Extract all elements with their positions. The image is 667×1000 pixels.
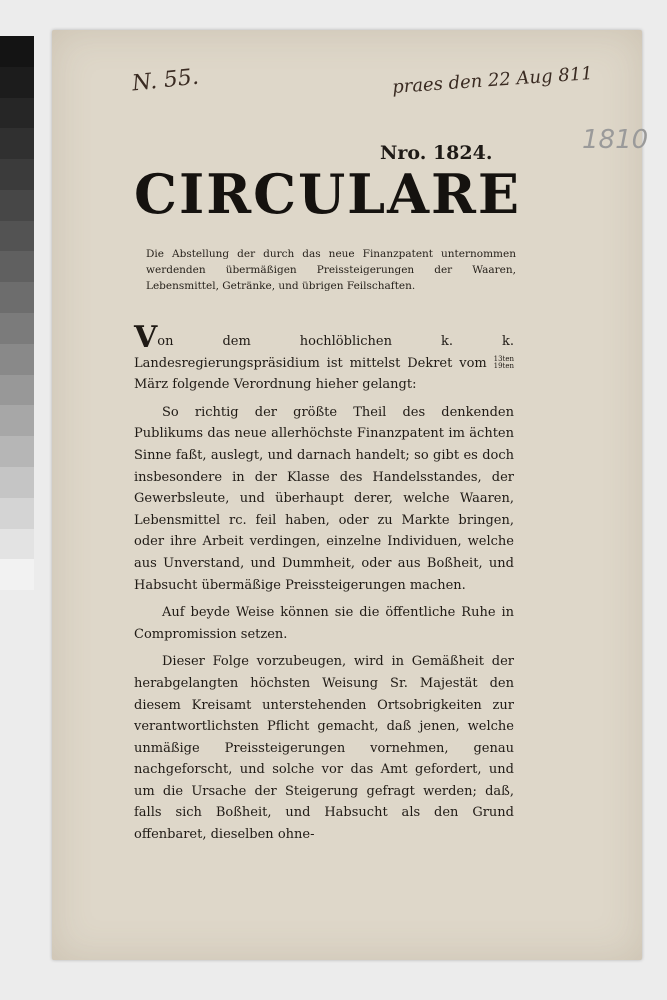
calibration-patch <box>0 282 34 313</box>
document-body <box>134 320 514 852</box>
calibration-patch <box>0 128 34 159</box>
document-subject: Die Abstellung der durch das neue Finanzpatent unternommen werdenden übermäßigen Preissteigerungen der Waaren, Lebensmittel, Getränke, und übrigen Feilschaften. <box>146 248 516 292</box>
paragraph-intro-text-b: März folgende Verordnung hieher gelangt: <box>134 377 417 393</box>
calibration-patch <box>0 559 34 590</box>
paragraph-intro-text-a: on dem hochlöblichen k. k. Landesregierungspräsidium ist mittelst Dekret vom <box>134 334 514 371</box>
document-title: CIRCULARE <box>134 162 522 226</box>
calibration-patch <box>0 436 34 467</box>
calibration-patch <box>0 159 34 190</box>
paragraph-4: Dieser Folge vorzubeugen, wird in Gemäßheit der herabgelangten höchsten Weisung Sr. Majestät den diesem Kreisamt unterstehenden Ortsobrigkeiten zur verantwortlichsten Pflicht gemacht, daß jenen, welche unmäßige Preissteigerungen vornehmen, genau nachgeforscht, und solche vor das Amt gefordert, und um die Ursache der Steigerung gefragt werden; daß, falls sich Boßheit, und Habsucht als den Grund offenbaret, dieselben ohne- <box>134 654 514 843</box>
calibration-patch <box>0 498 34 529</box>
calibration-patch <box>0 344 34 375</box>
calibration-patch <box>0 67 34 98</box>
color-calibration-strip <box>0 36 34 590</box>
date-fraction-top: 13ten <box>493 355 514 364</box>
calibration-patch <box>0 190 34 221</box>
drop-cap: V <box>134 320 158 355</box>
calibration-patch <box>0 375 34 406</box>
date-fraction-bottom: 19ten <box>493 362 514 371</box>
calibration-patch <box>0 529 34 560</box>
calibration-patch <box>0 251 34 282</box>
paragraph-2: So richtig der größte Theil des denkenden Publikums das neue allerhöchste Finanzpatent im ächten Sinne faßt, auslegt, und darnach handelt; so gibt es doch insbesondere in der Klasse des Handelsstandes, der Gewerbsleute, und überhaupt derer, welche Waaren, Lebensmittel rc. feil haben, oder zu Markte bringen, oder ihre Arbeit verdingen, einzelne Individuen, welche aus Unverstand, und Dummheit, oder aus Boßheit, und Habsucht übermäßige Preissteigerungen machen. <box>134 404 514 593</box>
handwritten-number: N. 55. <box>130 64 200 97</box>
calibration-patch <box>0 313 34 344</box>
calibration-patch <box>0 467 34 498</box>
calibration-patch <box>0 405 34 436</box>
pencil-year-note: 1810 <box>582 125 649 155</box>
calibration-patch <box>0 98 34 129</box>
handwritten-date-note: praes den 22 Aug 811 <box>391 63 594 98</box>
date-fraction <box>494 356 514 370</box>
calibration-patch <box>0 221 34 252</box>
document-number: Nro. 1824. <box>380 142 493 164</box>
paragraph-3: Auf beyde Weise können sie die öffentliche Ruhe in Compromission setzen. <box>134 605 514 642</box>
calibration-patch <box>0 36 34 67</box>
paragraph-intro <box>134 320 514 396</box>
